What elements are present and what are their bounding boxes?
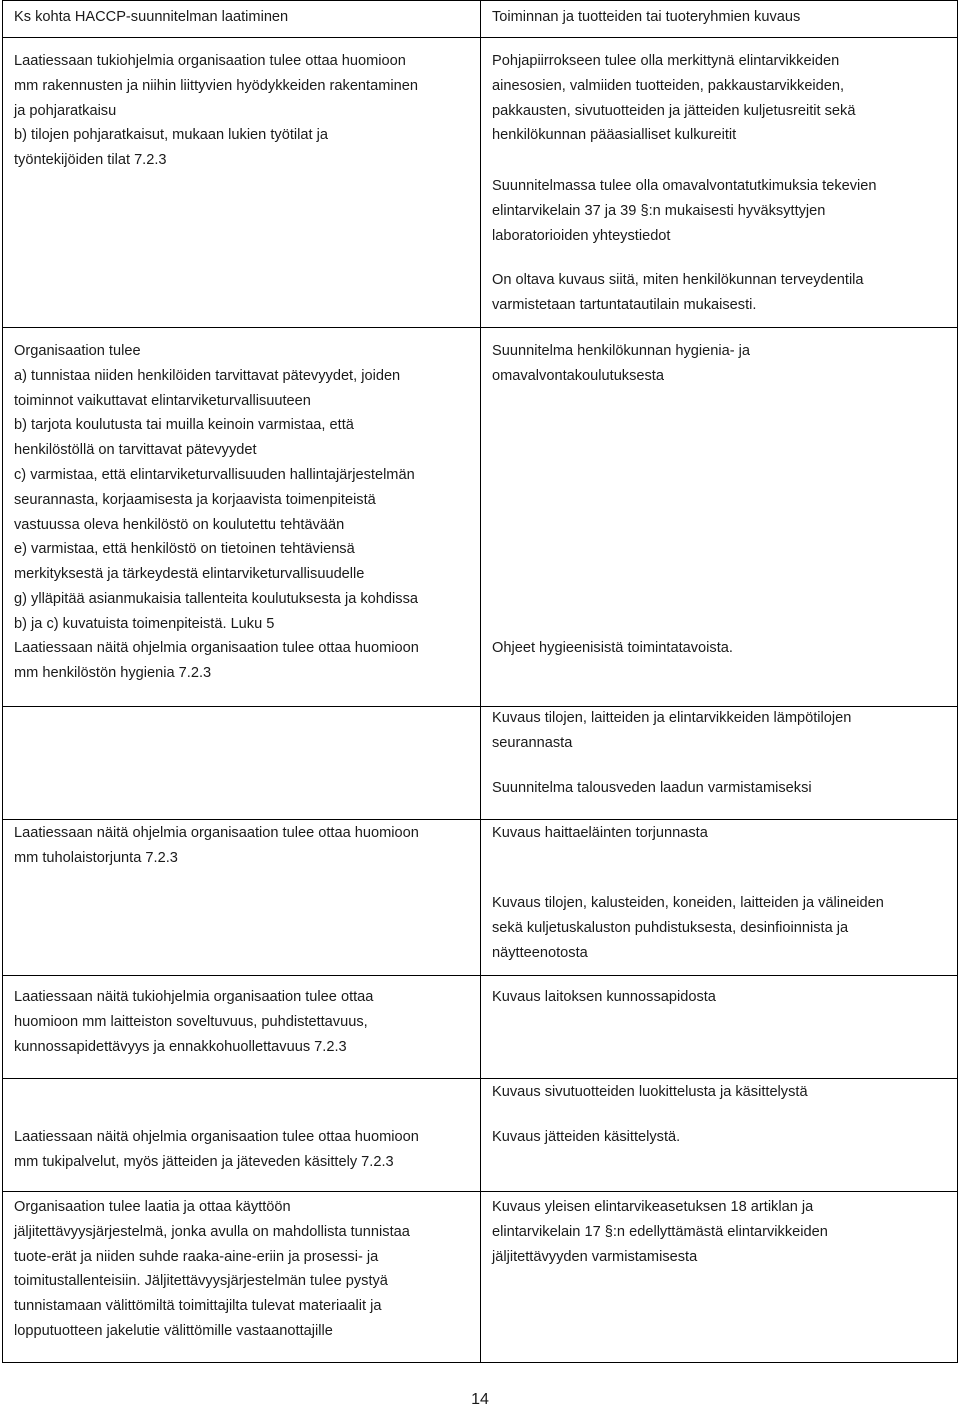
right-cell-maintenance: Kuvaus laitoksen kunnossapidosta xyxy=(492,989,716,1005)
right-cell-cleaning: Kuvaus tilojen, kalusteiden, koneiden, laitteiden ja välineiden sekä kuljetuskaluston puhdistuksesta, desinfioinnista ja näytteenotosta xyxy=(492,895,884,961)
right-cell-water-quality: Suunnitelma talousveden laadun varmistamiseksi xyxy=(492,780,812,796)
right-cell-training-plan: Suunnitelma henkilökunnan hygienia- ja omavalvontakoulutuksesta xyxy=(492,343,750,384)
right-cell-hygiene-instructions: Ohjeet hygieenisistä toimintatavoista. xyxy=(492,640,733,656)
column-divider xyxy=(480,1,481,1362)
right-cell-waste: Kuvaus jätteiden käsittelystä. xyxy=(492,1129,681,1145)
right-cell-by-products: Kuvaus sivutuotteiden luokittelusta ja käsittelystä xyxy=(492,1084,808,1100)
left-cell-pest-control: Laatiessaan näitä ohjelmia organisaation tulee ottaa huomioon mm tuholaistorjunta 7.2.3 xyxy=(14,825,419,866)
row-divider xyxy=(3,1078,957,1079)
left-cell-hygiene: Laatiessaan näitä ohjelmia organisaation tulee ottaa huomioon mm henkilöstön hygienia 7.2.3 xyxy=(14,640,419,681)
row-divider xyxy=(3,327,957,328)
row-divider xyxy=(3,1191,957,1192)
left-cell-premises: Laatiessaan tukiohjelmia organisaation tulee ottaa huomioon mm rakennusten ja niihin liittyvien hyödykkeiden rakentaminen ja pohjaratkaisu b) tilojen pohjaratkaisut, mukaan lukien työtilat ja työntekijöiden tilat 7.2.3 xyxy=(14,53,418,169)
right-cell-traceability: Kuvaus yleisen elintarvikeasetuksen 18 artiklan ja elintarvikelain 17 §:n edellyttämästä elintarvikkeiden jäljitettävyyden varmistamisesta xyxy=(492,1199,828,1265)
left-cell-support-services: Laatiessaan näitä ohjelmia organisaation tulee ottaa huomioon mm tukipalvelut, myös jätteiden ja jäteveden käsittely 7.2.3 xyxy=(14,1129,419,1170)
right-cell-pest-control: Kuvaus haittaeläinten torjunnasta xyxy=(492,825,708,841)
left-cell-equipment: Laatiessaan näitä tukiohjelmia organisaation tulee ottaa huomioon mm laitteiston soveltuvuus, puhdistettavuus, kunnossapidettävyys ja ennakkohuollettavuus 7.2.3 xyxy=(14,989,374,1055)
right-cell-laboratories: Suunnitelmassa tulee olla omavalvontatutkimuksia tekevien elintarvikelain 37 ja 39 §:n mukaisesti hyväksyttyjen laboratorioiden yhteystiedot xyxy=(492,178,877,244)
left-cell-competence: Organisaation tulee a) tunnistaa niiden henkilöiden tarvittavat pätevyydet, joiden toiminnot vaikuttavat elintarviketurvallisuuteen b) tarjota koulutusta tai muilla keinoin varmistaa, että henkilöstöllä on tarvittavat pätevyydet c) varmistaa, että elintarviketurvallisuuden hallintajärjestelmän seurannasta, korjaamisesta ja korjaavista toimenpiteistä vastuussa oleva henkilöstö on koulutettu tehtävään e) varmistaa, että henkilöstö on tietoinen tehtäviensä merkityksestä ja tärkeydestä elintarviketurvallisuudelle g) ylläpitää asianmukaisia tallenteita koulutuksesta ja kohdissa b) ja c) kuvatuista toimenpiteistä. Luku 5 xyxy=(14,343,418,632)
header-right: Toiminnan ja tuotteiden tai tuoteryhmien kuvaus xyxy=(492,9,801,25)
row-divider xyxy=(3,37,957,38)
row-divider xyxy=(3,975,957,976)
row-divider xyxy=(3,819,957,820)
right-cell-floor-plan: Pohjapiirrokseen tulee olla merkittynä elintarvikkeiden ainesosien, valmiiden tuotteiden, pakkaustarvikkeiden, pakkausten, sivutuotteiden ja jätteiden kuljetusreitit sekä henkilökunnan pääasialliset kulkureitit xyxy=(492,53,856,144)
left-cell-traceability: Organisaation tulee laatia ja ottaa käyttöön jäljitettävyysjärjestelmä, jonka avulla on mahdollista tunnistaa tuote-erät ja niiden suhde raaka-aine-eriin ja prosessi- ja toimitustallenteisiin. Jäljitettävyysjärjestelmän tulee pystyä tunnistamaan välittömiltä toimittajilta tulevat materiaalit ja lopputuotteen jakelutie välittömille vastaanottajille xyxy=(14,1199,410,1339)
page-number: 14 xyxy=(471,1391,489,1408)
header-left: Ks kohta HACCP-suunnitelman laatiminen xyxy=(14,9,289,25)
right-cell-temperature: Kuvaus tilojen, laitteiden ja elintarvikkeiden lämpötilojen seurannasta xyxy=(492,710,852,751)
right-cell-health-status: On oltava kuvaus siitä, miten henkilökunnan terveydentila varmistetaan tartuntatautilain mukaisesti. xyxy=(492,272,864,313)
haccp-table xyxy=(2,0,958,1363)
